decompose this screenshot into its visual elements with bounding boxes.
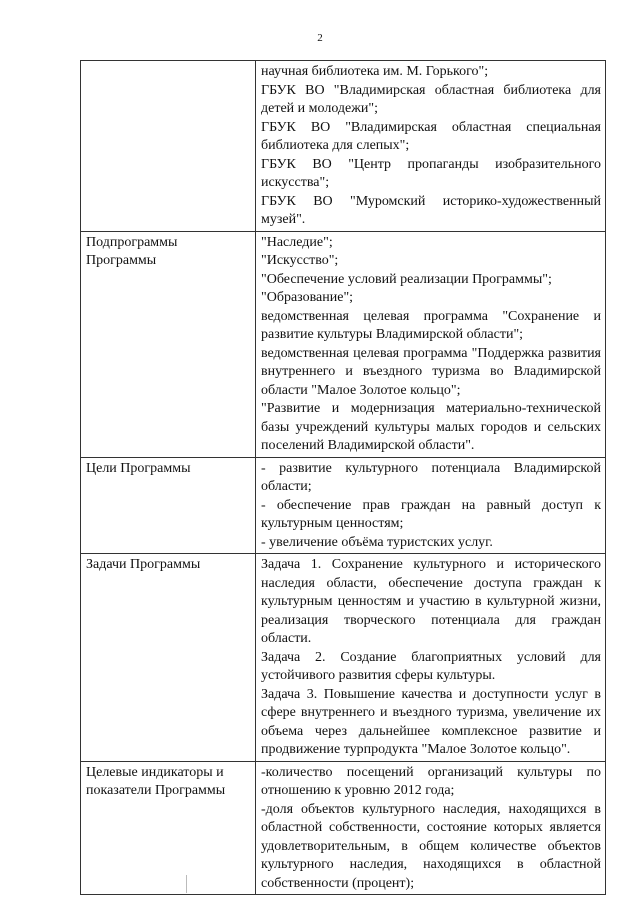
content-line: Задача 1. Сохранение культурного и исторического наследия области, обеспечение доступа граждан к культурным ценностям и участию в культурной жизни, реализация творческого потенциала для граждан области. bbox=[261, 557, 601, 646]
content-line: -доля объектов культурного наследия, находящихся в областной собственности, состояние которых является удовлетворительным, в общем количестве объектов культурного наследия, находящихся в областной собственности (процент); bbox=[261, 801, 601, 891]
row-content bbox=[256, 457, 606, 554]
content-line: -количество посещений организаций культуры по отношению к уровню 2012 года; bbox=[261, 764, 601, 798]
table-row bbox=[81, 61, 606, 232]
content-line: научная библиотека им. М. Горького"; bbox=[261, 64, 489, 79]
content-line: ГБУК ВО "Владимирская областная библиотека для детей и молодежи"; bbox=[261, 82, 601, 116]
content-line: Задача 2. Создание благоприятных условий для устойчивого развития сферы культуры. bbox=[261, 649, 601, 683]
content-line: ГБУК ВО "Центр пропаганды изобразительного искусства"; bbox=[261, 156, 601, 190]
content-line: "Искусство"; bbox=[261, 253, 339, 268]
content-line: "Наследие"; bbox=[261, 234, 333, 250]
content-line: ведомственная целевая программа "Сохранение и развитие культуры Владимирской области"; bbox=[261, 308, 601, 342]
row-content bbox=[256, 231, 606, 457]
row-content bbox=[256, 554, 606, 762]
program-passport-table bbox=[80, 60, 606, 895]
content-line: "Образование"; bbox=[261, 290, 354, 305]
row-content bbox=[256, 61, 606, 232]
page-number: 2 bbox=[317, 32, 323, 44]
content-line: Задача 3. Повышение качества и доступности услуг в сфере внутреннего и въездного туризма, увеличение их объема через дальнейшее комплексное развитие и продвижение турпродукта "Малое Золотое кольцо". bbox=[261, 686, 601, 757]
content-line: - увеличение объёма туристских услуг. bbox=[261, 534, 493, 550]
content-line: ведомственная целевая программа "Поддержка развития внутреннего и въездного туризма во Владимирской области "Малое Золотое кольцо"; bbox=[261, 345, 601, 398]
table-row bbox=[81, 554, 606, 762]
table-row bbox=[81, 231, 606, 457]
row-label: Цели Программы bbox=[81, 457, 256, 554]
content-line: "Обеспечение условий реализации Программы"; bbox=[261, 271, 552, 287]
content-line: ГБУК ВО "Владимирская областная специальная библиотека для слепых"; bbox=[261, 119, 601, 153]
row-label: Целевые индикаторы и показатели Программы bbox=[81, 761, 256, 895]
row-label bbox=[81, 61, 256, 232]
row-label: Подпрограммы Программы bbox=[81, 231, 256, 457]
scan-mark bbox=[186, 875, 187, 893]
table-row bbox=[81, 761, 606, 895]
table-row bbox=[81, 457, 606, 554]
content-line: - развитие культурного потенциала Владимирской области; bbox=[261, 460, 601, 494]
row-label: Задачи Программы bbox=[81, 554, 256, 762]
content-line: ГБУК ВО "Муромский историко-художественный музей". bbox=[261, 193, 601, 227]
content-line: - обеспечение прав граждан на равный доступ к культурным ценностям; bbox=[261, 497, 601, 531]
content-line: "Развитие и модернизация материально-технической базы учреждений культуры малых городов и сельских поселений Владимирской области". bbox=[261, 401, 601, 453]
row-content bbox=[256, 761, 606, 895]
